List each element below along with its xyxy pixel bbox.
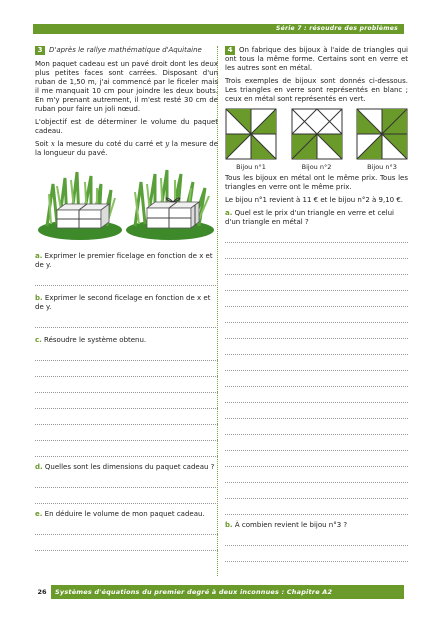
exercise-3-number: 3 <box>35 46 45 55</box>
answer-line[interactable] <box>225 259 408 275</box>
exercise-3-statement: Mon paquet cadeau est un pavé droit dont les deux plus petites faces sont carrées. Disposant d'un ruban de 1,50 m, j'ai commencé par le ficeler mais il me manquait 10 cm pour joindre les deux bouts. En m'y prenant autrement, il m'est resté 30 cm de ruban pour faire un joli nœud. <box>35 60 218 113</box>
bijou-2-figure <box>291 108 343 160</box>
chapter-title: Systèmes d'équations du premier degré à deux inconnues : Chapitre A2 <box>55 588 333 596</box>
answer-line[interactable] <box>225 483 408 499</box>
exercise-4-intro: 4 On fabrique des bijoux à l'aide de triangles qui ont tous la même forme. Certains sont en verre et les autres sont en métal. <box>225 46 408 72</box>
answer-line[interactable] <box>35 535 218 551</box>
page-number: 26 <box>33 585 51 599</box>
answer-line[interactable] <box>225 371 408 387</box>
exercise-3-question-a: a. Exprimer le premier ficelage en fonction de x et de y. <box>35 252 213 269</box>
exercise-3-title: D'après le rallye mathématique d'Aquitaine <box>49 46 202 54</box>
answer-line[interactable] <box>225 387 408 403</box>
bijou-1 <box>225 108 277 172</box>
answer-line[interactable] <box>225 451 408 467</box>
answer-line[interactable] <box>225 275 408 291</box>
exercise-4-question-a: a. Quel est le prix d'un triangle en verre et celui d'un triangle en métal ? <box>225 209 394 226</box>
exercise-3-question-b: b. Exprimer le second ficelage en fonction de x et de y. <box>35 294 211 311</box>
bijoux-figures <box>225 108 408 172</box>
gift-boxes-image <box>35 164 218 244</box>
page-footer <box>33 585 404 599</box>
answer-line[interactable] <box>35 425 218 441</box>
answer-line[interactable] <box>225 227 408 243</box>
bijou-3 <box>356 108 408 172</box>
bijou-3-figure <box>356 108 408 160</box>
exercise-4-legend: Trois exemples de bijoux sont donnés ci-dessous. Les triangles en verre sont représentés en blanc ; ceux en métal sont représentés en vert. <box>225 77 408 103</box>
answer-line[interactable] <box>35 361 218 377</box>
answer-line[interactable] <box>35 270 218 286</box>
exercise-4-question-b: b. À combien revient le bijou n°3 ? <box>225 521 348 529</box>
answer-line[interactable] <box>225 419 408 435</box>
answer-line[interactable] <box>225 530 408 546</box>
exercise-3-question-d: d. Quelles sont les dimensions du paquet cadeau ? <box>35 463 215 471</box>
answer-line[interactable] <box>225 243 408 259</box>
exercise-4-prices-rule: Tous les bijoux en métal ont le même prix. Tous les triangles en verre ont le même prix. <box>225 174 408 191</box>
answer-line[interactable] <box>225 435 408 451</box>
exercise-3-heading <box>35 46 218 55</box>
exercise-3-question-e: e. En déduire le volume de mon paquet cadeau. <box>35 510 205 518</box>
exercise-3-objective: L'objectif est de déterminer le volume du paquet cadeau. <box>35 118 218 135</box>
exercise-3-variables: Soit x la mesure du coté du carré et y la mesure de la longueur du pavé. <box>35 140 218 157</box>
series-header: Série 7 : résoudre des problèmes <box>33 24 404 34</box>
answer-line[interactable] <box>225 307 408 323</box>
answer-line[interactable] <box>225 355 408 371</box>
bijou-label: Bijou n°3 <box>367 163 397 171</box>
exercise-4 <box>225 46 408 562</box>
exercise-3-question-c: c. Résoudre le système obtenu. <box>35 336 147 344</box>
answer-line[interactable] <box>225 546 408 562</box>
answer-line[interactable] <box>225 403 408 419</box>
exercise-4-prices: Le bijou n°1 revient à 11 € et le bijou n°2 à 9,10 €. <box>225 196 404 204</box>
bijou-1-figure <box>225 108 277 160</box>
answer-line[interactable] <box>35 409 218 425</box>
bijou-2 <box>291 108 343 172</box>
answer-line[interactable] <box>225 467 408 483</box>
answer-line[interactable] <box>225 291 408 307</box>
answer-line[interactable] <box>225 339 408 355</box>
exercise-3 <box>35 46 218 551</box>
gift-illustration <box>35 164 218 244</box>
bijou-label: Bijou n°1 <box>236 163 266 171</box>
exercise-4-number: 4 <box>225 46 235 55</box>
answer-line[interactable] <box>225 323 408 339</box>
answer-line[interactable] <box>35 377 218 393</box>
answer-line[interactable] <box>35 488 218 504</box>
answer-line[interactable] <box>35 472 218 488</box>
answer-line[interactable] <box>35 441 218 457</box>
answer-line[interactable] <box>35 393 218 409</box>
answer-line[interactable] <box>35 312 218 328</box>
bijou-label: Bijou n°2 <box>301 163 332 171</box>
answer-line[interactable] <box>35 519 218 535</box>
answer-line[interactable] <box>35 345 218 361</box>
answer-line[interactable] <box>225 499 408 515</box>
